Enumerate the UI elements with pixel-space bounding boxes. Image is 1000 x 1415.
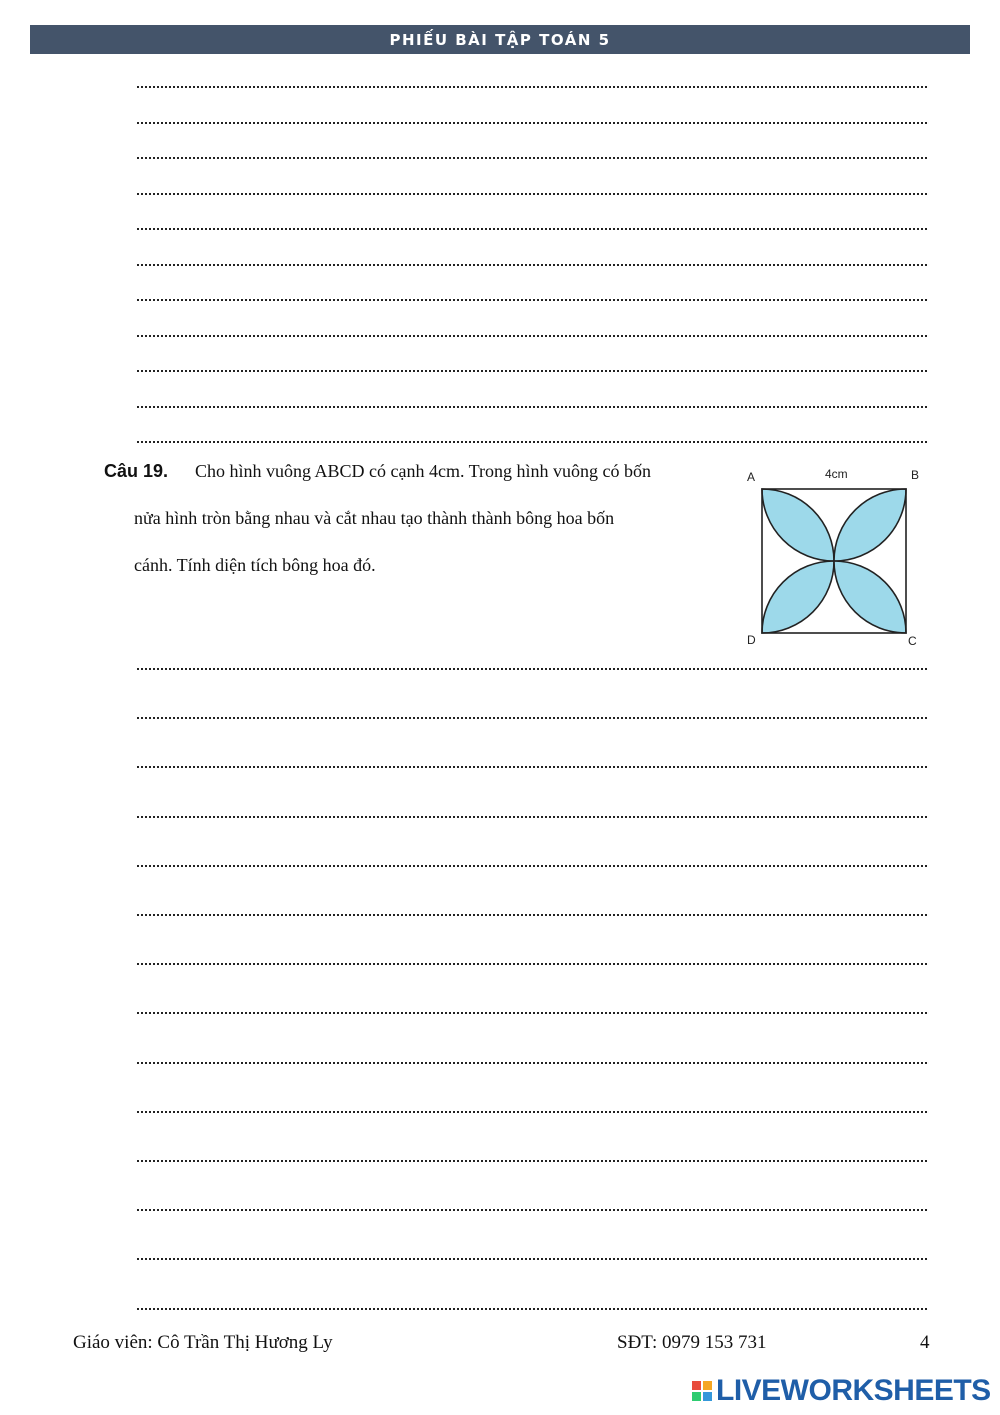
answer-line-top-4 [137,193,927,195]
question-label: Câu 19. [104,461,169,481]
answer-line-bottom-13 [137,1258,927,1260]
page-header [30,25,970,54]
answer-line-top-2 [137,122,927,124]
answer-line-bottom-4 [137,816,927,818]
answer-line-bottom-8 [137,1012,927,1014]
footer-phone: SĐT: 0979 153 731 [617,1332,767,1353]
answer-line-top-6 [137,264,927,266]
answer-line-top-5 [137,228,927,230]
petal-top-left [762,489,834,561]
petal-bottom-left [762,561,834,633]
question-text-line-3: cánh. Tính diện tích bông hoa đó. [134,555,376,575]
answer-line-bottom-5 [137,865,927,867]
answer-line-top-11 [137,441,927,443]
answer-line-bottom-10 [137,1111,927,1113]
flower-petals [762,489,906,633]
answer-line-top-10 [137,406,927,408]
vertex-label-a: A [747,470,756,484]
question-text-line-2: nửa hình tròn bằng nhau và cắt nhau tạo thành thành bông hoa bốn [134,508,615,528]
liveworksheets-logo-icon [692,1381,712,1401]
question-text-line-1: Cho hình vuông ABCD có cạnh 4cm. Trong hình vuông có bốn [195,461,652,481]
petal-bottom-right [834,561,906,633]
footer-page-number: 4 [920,1332,930,1353]
answer-line-top-3 [137,157,927,159]
answer-line-top-9 [137,370,927,372]
vertex-label-b: B [911,468,920,482]
answer-line-bottom-1 [137,668,927,670]
answer-line-bottom-3 [137,766,927,768]
answer-line-top-1 [137,86,927,88]
answer-line-top-8 [137,335,927,337]
logo-square-4 [703,1392,712,1401]
logo-square-2 [703,1381,712,1390]
flower-square-figure [738,462,928,652]
side-length-label: 4cm [825,467,848,481]
liveworksheets-logo[interactable] [692,1374,991,1408]
liveworksheets-logo-text: LIVEWORKSHEETS [716,1374,991,1407]
vertex-label-d: D [747,633,756,647]
footer-teacher: Giáo viên: Cô Trần Thị Hương Ly [73,1332,333,1353]
answer-line-bottom-12 [137,1209,927,1211]
answer-line-bottom-6 [137,914,927,916]
answer-line-bottom-11 [137,1160,927,1162]
logo-square-3 [692,1392,701,1401]
answer-line-top-7 [137,299,927,301]
vertex-label-c: C [908,634,917,648]
petal-top-right [834,489,906,561]
answer-line-bottom-2 [137,717,927,719]
answer-line-bottom-14 [137,1308,927,1310]
answer-line-bottom-9 [137,1062,927,1064]
logo-square-1 [692,1381,701,1390]
answer-line-bottom-7 [137,963,927,965]
page-header-title: PHIẾU BÀI TẬP TOÁN 5 [389,30,611,49]
